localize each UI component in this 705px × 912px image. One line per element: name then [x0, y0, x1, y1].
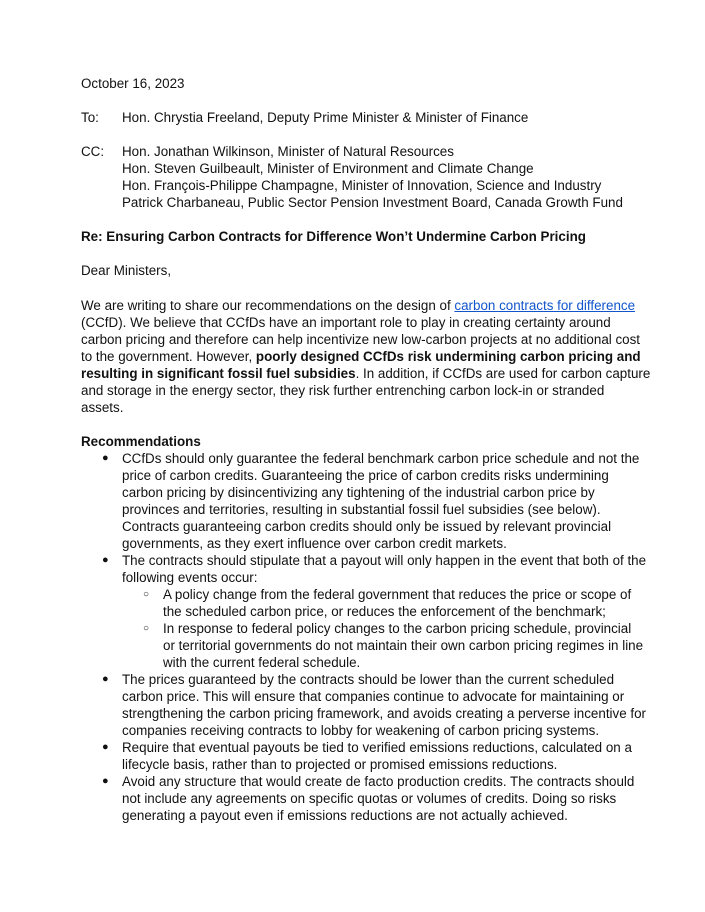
bullet-icon: ●: [102, 775, 109, 787]
bullet-icon: ●: [102, 554, 109, 566]
sub-item-text: with the current federal schedule.: [163, 655, 361, 670]
recommendation-text: The prices guaranteed by the contracts should be lower than the current scheduled: [122, 672, 615, 687]
intro-line: and storage in the energy sector, they risk further entrenching carbon lock-in or stranded: [81, 383, 605, 398]
recommendation-text: The contracts should stipulate that a payout will only happen in the event that both of the: [122, 553, 647, 568]
cc-recipient: Patrick Charbaneau, Public Sector Pension Investment Board, Canada Growth Fund: [122, 195, 623, 210]
intro-line: assets.: [81, 400, 124, 415]
recommendation-item: [81, 773, 641, 824]
ccfd-link[interactable]: carbon contracts for difference: [454, 298, 636, 313]
sub-item-text: the scheduled carbon price, or reduces the enforcement of the benchmark;: [163, 604, 606, 619]
cc-label: CC:: [81, 144, 105, 159]
intro-line: carbon pricing and therefore can help incentivize new low-carbon projects at no additional cost: [81, 332, 641, 347]
bullet-icon: ●: [102, 673, 109, 685]
sub-item: [122, 586, 641, 620]
to-recipient: Hon. Chrystia Freeland, Deputy Prime Minister & Minister of Finance: [122, 110, 529, 125]
recommendation-text: provinces and territories, resulting in substantial fossil fuel subsidies (see below).: [122, 502, 601, 517]
recommendation-text: companies receiving contracts to lobby for weakening of carbon pricing systems.: [122, 723, 600, 738]
recommendations-list: [81, 450, 647, 824]
recommendation-text: generating a payout even if emissions reductions are not actually achieved.: [122, 808, 568, 823]
recommendation-text: Avoid any structure that would create de facto production credits. The contracts should: [122, 774, 635, 789]
intro-line: [81, 365, 651, 382]
recommendation-item: [81, 450, 641, 552]
hollow-bullet-icon: ○: [143, 623, 150, 634]
sub-item-text: A policy change from the federal government that reduces the price or scope of: [163, 587, 632, 602]
intro-text: We are writing to share our recommendations on the design of: [81, 298, 455, 313]
letter-date: October 16, 2023: [81, 76, 185, 91]
recommendations-heading: Recommendations: [81, 434, 201, 449]
recommendation-text: lifecycle basis, rather than to projected or promised emissions reductions.: [122, 757, 558, 772]
recommendation-text: price of carbon credits. Guaranteeing the price of carbon credits risks undermining: [122, 468, 609, 483]
subject-line: Re: Ensuring Carbon Contracts for Difference Won’t Undermine Carbon Pricing: [81, 229, 586, 244]
recommendation-text: carbon price. This will ensure that companies continue to advocate for maintaining or: [122, 689, 625, 704]
intro-emphasis: resulting in significant fossil fuel subsidies: [81, 366, 356, 381]
intro-emphasis: poorly designed CCfDs risk undermining carbon pricing and: [255, 349, 641, 364]
recommendation-text: Require that eventual payouts be tied to verified emissions reductions, calculated on a: [122, 740, 632, 755]
cc-recipient: Hon. Jonathan Wilkinson, Minister of Natural Resources: [122, 144, 454, 159]
intro-line: [81, 297, 636, 314]
recommendation-item: [81, 671, 647, 739]
recommendation-text: following events occur:: [122, 570, 258, 585]
recommendation-text: strengthening the carbon pricing framework, and avoids creating a perverse incentive for: [122, 706, 647, 721]
intro-text: to the government. However,: [81, 349, 256, 364]
sub-item-text: In response to federal policy changes to the carbon pricing schedule, provincial: [163, 621, 632, 636]
recommendation-text: not include any agreements on specific quotas or volumes of credits. Doing so risks: [122, 791, 617, 806]
bullet-icon: ●: [102, 741, 109, 753]
recommendation-text: Contracts guaranteeing carbon credits should only be issued by relevant provincial: [122, 519, 612, 534]
sub-item: [122, 620, 644, 671]
intro-line: [81, 348, 641, 365]
cc-recipient: Hon. Steven Guilbeault, Minister of Environment and Climate Change: [122, 161, 534, 176]
intro-line: (CCfD). We believe that CCfDs have an important role to play in creating certainty around: [81, 315, 611, 330]
recommendation-item: [81, 552, 647, 671]
recommendation-text: carbon pricing by disincentivizing any tightening of the industrial carbon price by: [122, 485, 595, 500]
hollow-bullet-icon: ○: [143, 589, 150, 600]
sub-list: [122, 586, 644, 671]
bullet-icon: ●: [102, 452, 109, 464]
cc-recipient: Hon. François-Philippe Champagne, Minister of Innovation, Science and Industry: [122, 178, 602, 193]
recommendation-item: [81, 739, 641, 773]
intro-text: . In addition, if CCfDs are used for carbon capture: [355, 366, 651, 381]
recommendation-text: governments, as they exert influence over carbon credit markets.: [122, 536, 507, 551]
to-label: To:: [81, 110, 99, 125]
sub-item-text: or territorial governments do not maintain their own carbon pricing regimes in line: [163, 638, 644, 653]
intro-paragraph: [81, 297, 651, 416]
salutation: Dear Ministers,: [81, 263, 172, 278]
cc-recipients: [122, 143, 623, 211]
recommendation-text: CCfDs should only guarantee the federal benchmark carbon price schedule and not the: [122, 451, 640, 466]
